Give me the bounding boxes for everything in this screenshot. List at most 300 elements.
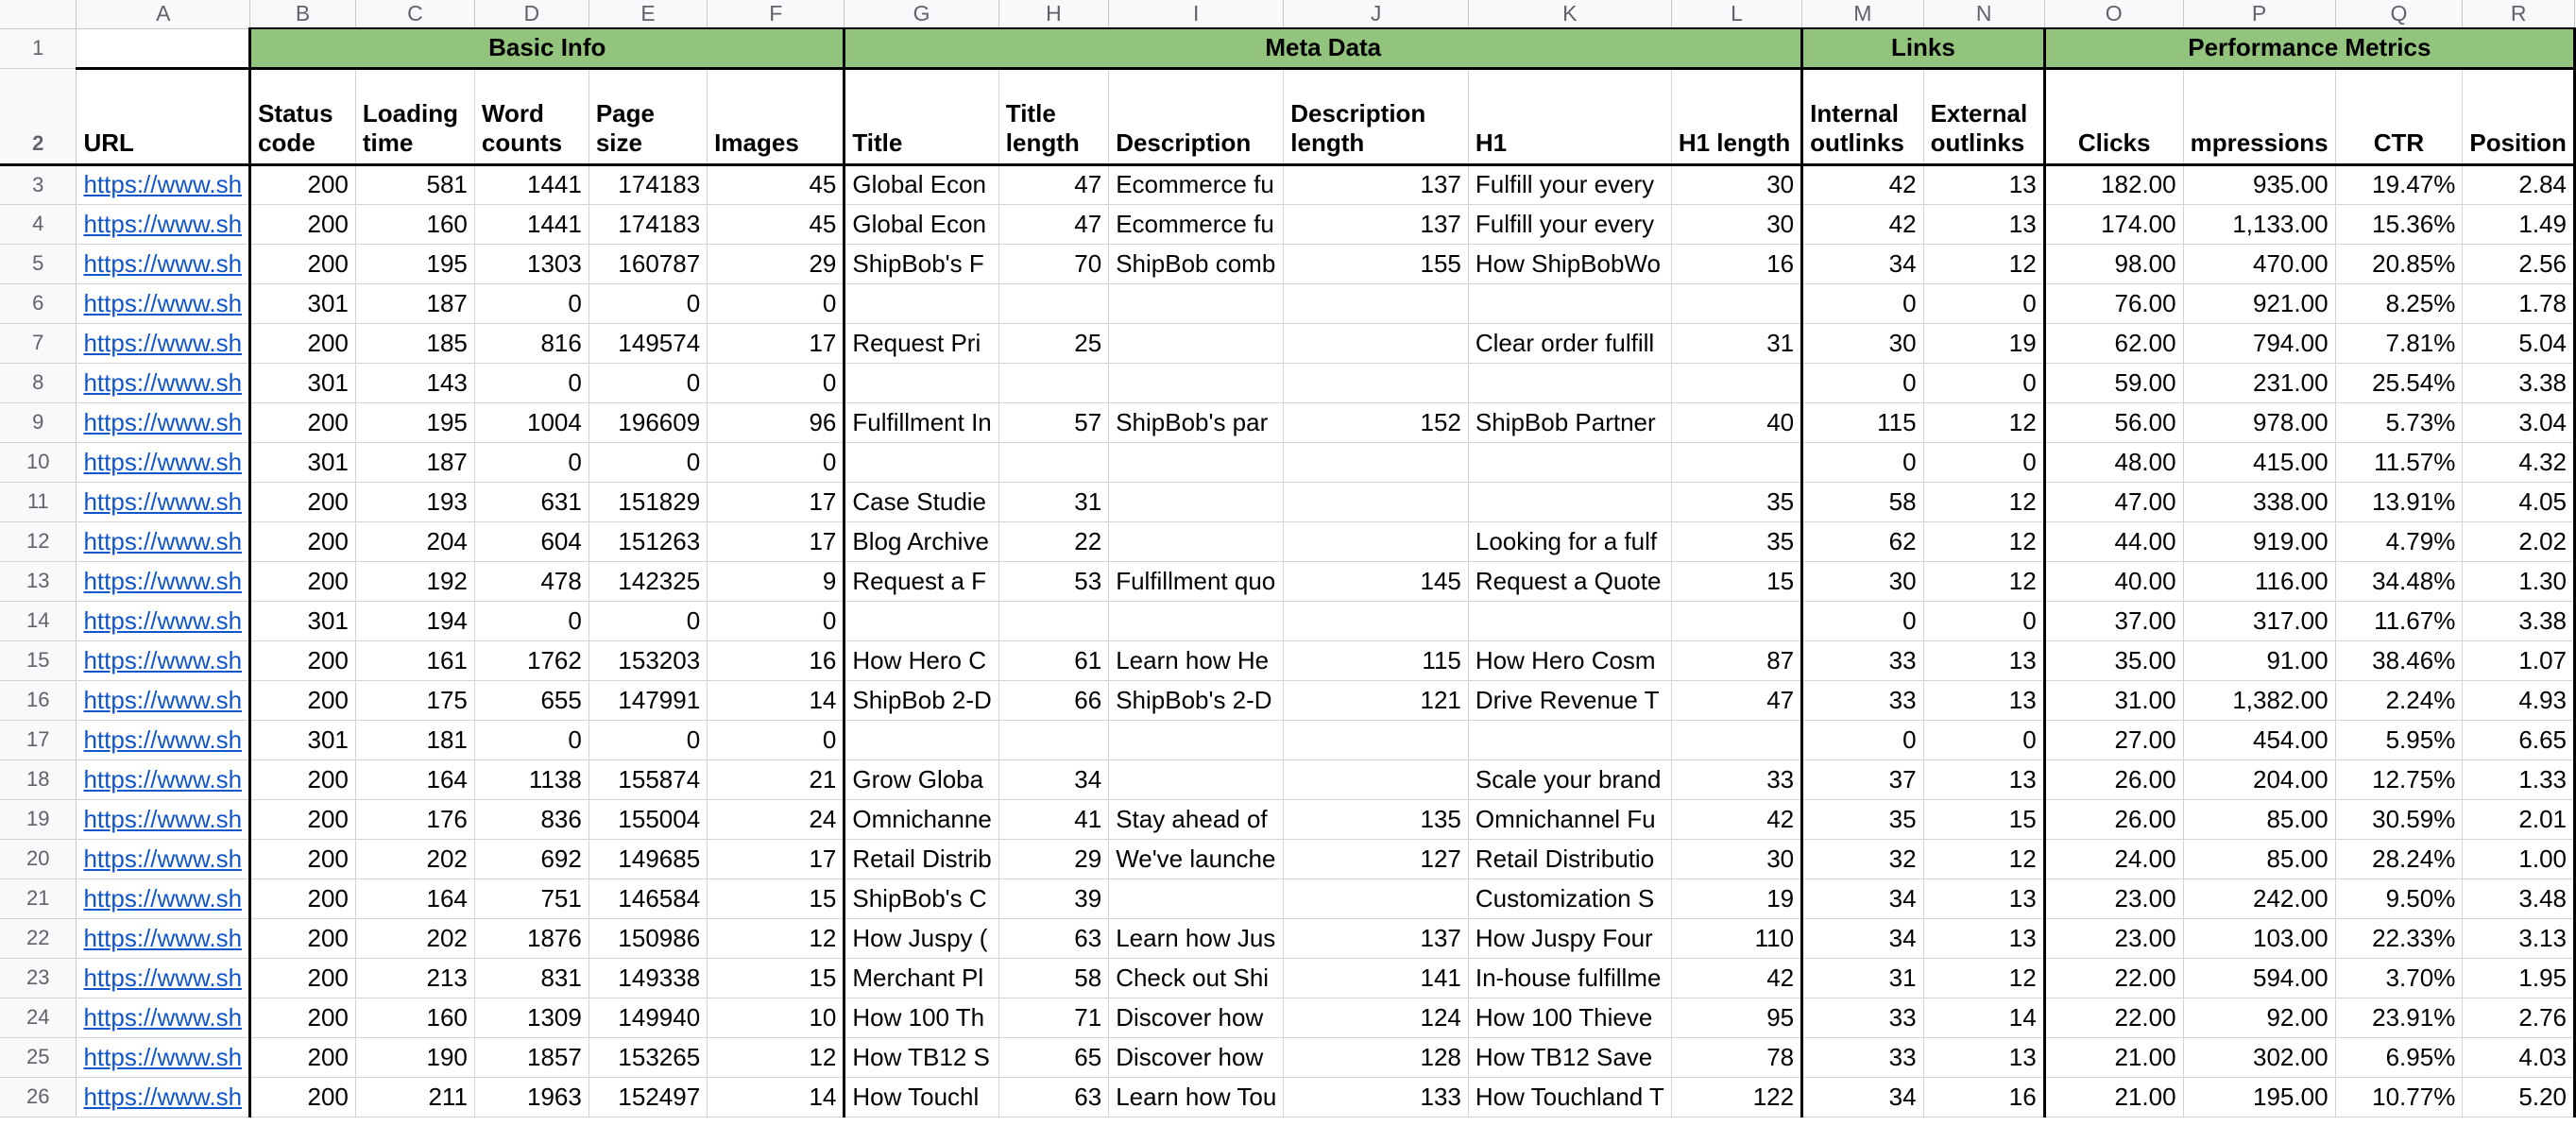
row-number[interactable]: 22 — [0, 918, 77, 958]
data-cell[interactable]: 155874 — [589, 759, 707, 799]
data-cell[interactable]: 116.00 — [2183, 561, 2335, 601]
data-cell[interactable]: 0 — [708, 442, 844, 482]
data-cell[interactable]: How TB12 S — [844, 1037, 998, 1077]
header-cell[interactable]: Status code — [250, 68, 356, 164]
data-cell[interactable]: 5.73% — [2335, 402, 2463, 442]
data-cell[interactable]: 1.00 — [2463, 839, 2575, 879]
header-cell[interactable]: H1 — [1468, 68, 1671, 164]
data-cell[interactable]: 200 — [250, 561, 356, 601]
data-cell[interactable]: 34 — [1802, 918, 1923, 958]
data-cell[interactable]: 301 — [250, 720, 356, 759]
data-cell[interactable]: 22.00 — [2044, 958, 2183, 998]
data-cell[interactable]: 21.00 — [2044, 1037, 2183, 1077]
data-cell[interactable]: 41 — [998, 799, 1108, 839]
column-header-k[interactable]: K — [1468, 0, 1671, 28]
data-cell[interactable]: 200 — [250, 204, 356, 244]
data-cell[interactable]: 147991 — [589, 680, 707, 720]
data-cell[interactable]: 45 — [708, 164, 844, 204]
url-link[interactable]: https://www.sh — [77, 204, 250, 244]
data-cell[interactable]: 302.00 — [2183, 1037, 2335, 1077]
data-cell[interactable]: 470.00 — [2183, 244, 2335, 283]
data-cell[interactable]: How Juspy ( — [844, 918, 998, 958]
data-cell[interactable]: How TB12 Save — [1468, 1037, 1671, 1077]
data-cell[interactable]: 1.33 — [2463, 759, 2575, 799]
data-cell[interactable]: 160787 — [589, 244, 707, 283]
data-cell[interactable]: 6.95% — [2335, 1037, 2463, 1077]
data-cell[interactable] — [1671, 720, 1801, 759]
data-cell[interactable] — [1284, 363, 1469, 402]
column-header-a[interactable]: A — [77, 0, 250, 28]
data-cell[interactable]: 127 — [1284, 839, 1469, 879]
row-number[interactable]: 25 — [0, 1037, 77, 1077]
row-number[interactable]: 4 — [0, 204, 77, 244]
data-cell[interactable]: 195.00 — [2183, 1077, 2335, 1117]
url-link[interactable]: https://www.sh — [77, 323, 250, 363]
data-cell[interactable]: 31 — [1802, 958, 1923, 998]
group-header-blank[interactable] — [77, 28, 250, 68]
data-cell[interactable]: 143 — [355, 363, 474, 402]
data-cell[interactable]: 0 — [708, 601, 844, 640]
data-cell[interactable]: 1441 — [474, 164, 589, 204]
data-cell[interactable] — [1468, 720, 1671, 759]
column-header-l[interactable]: L — [1671, 0, 1801, 28]
data-cell[interactable]: 604 — [474, 521, 589, 561]
data-cell[interactable] — [1284, 601, 1469, 640]
group-header-links[interactable]: Links — [1802, 28, 2045, 68]
row-number[interactable]: 12 — [0, 521, 77, 561]
data-cell[interactable]: 200 — [250, 839, 356, 879]
url-link[interactable]: https://www.sh — [77, 402, 250, 442]
data-cell[interactable]: 53 — [998, 561, 1108, 601]
data-cell[interactable]: 35 — [1671, 482, 1801, 521]
data-cell[interactable]: 13 — [1923, 204, 2044, 244]
row-number[interactable]: 20 — [0, 839, 77, 879]
data-cell[interactable]: 1762 — [474, 640, 589, 680]
data-cell[interactable]: 87 — [1671, 640, 1801, 680]
url-link[interactable]: https://www.sh — [77, 918, 250, 958]
data-cell[interactable]: 204.00 — [2183, 759, 2335, 799]
data-cell[interactable]: 2.01 — [2463, 799, 2575, 839]
data-cell[interactable]: Looking for a fulf — [1468, 521, 1671, 561]
data-cell[interactable]: How 100 Th — [844, 998, 998, 1037]
data-cell[interactable]: 0 — [1923, 720, 2044, 759]
data-cell[interactable]: 200 — [250, 799, 356, 839]
data-cell[interactable] — [1109, 482, 1284, 521]
data-cell[interactable]: 12 — [1923, 521, 2044, 561]
data-cell[interactable]: 1309 — [474, 998, 589, 1037]
data-cell[interactable]: 794.00 — [2183, 323, 2335, 363]
url-link[interactable]: https://www.sh — [77, 363, 250, 402]
data-cell[interactable]: 124 — [1284, 998, 1469, 1037]
data-cell[interactable]: 85.00 — [2183, 839, 2335, 879]
data-cell[interactable]: 98.00 — [2044, 244, 2183, 283]
data-cell[interactable]: 115 — [1802, 402, 1923, 442]
header-cell[interactable]: Description length — [1284, 68, 1469, 164]
data-cell[interactable] — [844, 720, 998, 759]
data-cell[interactable]: 33 — [1802, 640, 1923, 680]
data-cell[interactable]: 30 — [1802, 561, 1923, 601]
url-link[interactable]: https://www.sh — [77, 521, 250, 561]
data-cell[interactable]: 161 — [355, 640, 474, 680]
row-number[interactable]: 19 — [0, 799, 77, 839]
row-number[interactable]: 9 — [0, 402, 77, 442]
data-cell[interactable]: 3.13 — [2463, 918, 2575, 958]
data-cell[interactable]: 301 — [250, 363, 356, 402]
data-cell[interactable]: 581 — [355, 164, 474, 204]
data-cell[interactable]: 40.00 — [2044, 561, 2183, 601]
data-cell[interactable]: 338.00 — [2183, 482, 2335, 521]
data-cell[interactable]: 195 — [355, 402, 474, 442]
data-cell[interactable]: 71 — [998, 998, 1108, 1037]
data-cell[interactable]: 200 — [250, 879, 356, 918]
data-cell[interactable]: 58 — [1802, 482, 1923, 521]
data-cell[interactable]: 3.38 — [2463, 363, 2575, 402]
data-cell[interactable]: 174183 — [589, 164, 707, 204]
data-cell[interactable]: ShipBob Partner — [1468, 402, 1671, 442]
row-number[interactable]: 2 — [0, 68, 77, 164]
data-cell[interactable]: 182.00 — [2044, 164, 2183, 204]
data-cell[interactable] — [844, 363, 998, 402]
data-cell[interactable]: 20.85% — [2335, 244, 2463, 283]
data-cell[interactable]: 38.46% — [2335, 640, 2463, 680]
data-cell[interactable]: 10.77% — [2335, 1077, 2463, 1117]
data-cell[interactable]: 0 — [1802, 363, 1923, 402]
data-cell[interactable]: 164 — [355, 879, 474, 918]
data-cell[interactable]: 3.48 — [2463, 879, 2575, 918]
data-cell[interactable]: 200 — [250, 1077, 356, 1117]
data-cell[interactable]: 1.95 — [2463, 958, 2575, 998]
data-cell[interactable]: 13.91% — [2335, 482, 2463, 521]
data-cell[interactable]: 2.56 — [2463, 244, 2575, 283]
data-cell[interactable]: Fulfill your every — [1468, 164, 1671, 204]
row-number[interactable]: 23 — [0, 958, 77, 998]
data-cell[interactable]: 141 — [1284, 958, 1469, 998]
data-cell[interactable]: 137 — [1284, 918, 1469, 958]
data-cell[interactable]: 5.95% — [2335, 720, 2463, 759]
data-cell[interactable]: 137 — [1284, 204, 1469, 244]
data-cell[interactable]: 692 — [474, 839, 589, 879]
data-cell[interactable]: 13 — [1923, 680, 2044, 720]
data-cell[interactable]: 31 — [1671, 323, 1801, 363]
data-cell[interactable]: 24.00 — [2044, 839, 2183, 879]
data-cell[interactable]: 133 — [1284, 1077, 1469, 1117]
data-cell[interactable]: Fulfillment In — [844, 402, 998, 442]
data-cell[interactable] — [1109, 879, 1284, 918]
data-cell[interactable]: 152497 — [589, 1077, 707, 1117]
header-cell[interactable]: Page size — [589, 68, 707, 164]
data-cell[interactable]: 30 — [1671, 204, 1801, 244]
data-cell[interactable]: 160 — [355, 204, 474, 244]
data-cell[interactable] — [1468, 601, 1671, 640]
data-cell[interactable]: Clear order fulfill — [1468, 323, 1671, 363]
data-cell[interactable]: 15 — [1671, 561, 1801, 601]
data-cell[interactable]: 62.00 — [2044, 323, 2183, 363]
data-cell[interactable]: 17 — [708, 323, 844, 363]
data-cell[interactable]: 26.00 — [2044, 799, 2183, 839]
data-cell[interactable]: How ShipBobWo — [1468, 244, 1671, 283]
url-link[interactable]: https://www.sh — [77, 839, 250, 879]
header-cell[interactable]: URL — [77, 68, 250, 164]
data-cell[interactable] — [998, 442, 1108, 482]
data-cell[interactable]: Learn how He — [1109, 640, 1284, 680]
data-cell[interactable]: 47 — [998, 164, 1108, 204]
data-cell[interactable]: 26.00 — [2044, 759, 2183, 799]
data-cell[interactable]: 62 — [1802, 521, 1923, 561]
data-cell[interactable]: 0 — [1802, 442, 1923, 482]
data-cell[interactable] — [1109, 323, 1284, 363]
header-cell[interactable]: Title — [844, 68, 998, 164]
data-cell[interactable]: 153203 — [589, 640, 707, 680]
data-cell[interactable]: 28.24% — [2335, 839, 2463, 879]
data-cell[interactable]: 1.78 — [2463, 283, 2575, 323]
data-cell[interactable]: 1303 — [474, 244, 589, 283]
data-cell[interactable]: 14 — [708, 680, 844, 720]
data-cell[interactable]: 8.25% — [2335, 283, 2463, 323]
data-cell[interactable]: 1138 — [474, 759, 589, 799]
data-cell[interactable]: 1,382.00 — [2183, 680, 2335, 720]
data-cell[interactable]: ShipBob's 2-D — [1109, 680, 1284, 720]
header-cell[interactable]: Loading time — [355, 68, 474, 164]
data-cell[interactable]: 16 — [1671, 244, 1801, 283]
data-cell[interactable]: 202 — [355, 839, 474, 879]
row-number[interactable]: 15 — [0, 640, 77, 680]
data-cell[interactable]: In-house fulfillme — [1468, 958, 1671, 998]
data-cell[interactable]: 23.00 — [2044, 918, 2183, 958]
data-cell[interactable]: 15.36% — [2335, 204, 2463, 244]
data-cell[interactable]: 631 — [474, 482, 589, 521]
data-cell[interactable]: 47.00 — [2044, 482, 2183, 521]
data-cell[interactable]: 149338 — [589, 958, 707, 998]
data-cell[interactable]: 0 — [1923, 283, 2044, 323]
row-number[interactable]: 5 — [0, 244, 77, 283]
data-cell[interactable] — [844, 442, 998, 482]
data-cell[interactable]: 1,133.00 — [2183, 204, 2335, 244]
column-header-i[interactable]: I — [1109, 0, 1284, 28]
data-cell[interactable]: 33 — [1802, 998, 1923, 1037]
data-cell[interactable]: 59.00 — [2044, 363, 2183, 402]
data-cell[interactable] — [1109, 601, 1284, 640]
data-cell[interactable]: 1.07 — [2463, 640, 2575, 680]
data-cell[interactable]: 187 — [355, 283, 474, 323]
data-cell[interactable]: 37.00 — [2044, 601, 2183, 640]
data-cell[interactable]: 27.00 — [2044, 720, 2183, 759]
header-cell[interactable]: Position — [2463, 68, 2575, 164]
data-cell[interactable]: 0 — [1923, 442, 2044, 482]
data-cell[interactable]: ShipBob's par — [1109, 402, 1284, 442]
data-cell[interactable]: 11.67% — [2335, 601, 2463, 640]
data-cell[interactable]: 47 — [998, 204, 1108, 244]
data-cell[interactable]: 31.00 — [2044, 680, 2183, 720]
data-cell[interactable]: 103.00 — [2183, 918, 2335, 958]
data-cell[interactable] — [1109, 283, 1284, 323]
row-number[interactable]: 8 — [0, 363, 77, 402]
url-link[interactable]: https://www.sh — [77, 799, 250, 839]
data-cell[interactable]: 0 — [708, 363, 844, 402]
data-cell[interactable]: How Touchland T — [1468, 1077, 1671, 1117]
data-cell[interactable]: 12 — [1923, 244, 2044, 283]
url-link[interactable]: https://www.sh — [77, 1037, 250, 1077]
data-cell[interactable]: ShipBob's C — [844, 879, 998, 918]
data-cell[interactable]: 4.93 — [2463, 680, 2575, 720]
data-cell[interactable]: 40 — [1671, 402, 1801, 442]
header-cell[interactable]: External outlinks — [1923, 68, 2044, 164]
data-cell[interactable]: 42 — [1671, 799, 1801, 839]
data-cell[interactable]: 185 — [355, 323, 474, 363]
data-cell[interactable]: 0 — [1923, 601, 2044, 640]
data-cell[interactable]: 15 — [708, 958, 844, 998]
header-cell[interactable]: Description — [1109, 68, 1284, 164]
data-cell[interactable]: How Hero C — [844, 640, 998, 680]
data-cell[interactable]: Fulfillment quo — [1109, 561, 1284, 601]
column-header-j[interactable]: J — [1284, 0, 1469, 28]
data-cell[interactable]: 33 — [1802, 680, 1923, 720]
data-cell[interactable]: 150986 — [589, 918, 707, 958]
data-cell[interactable]: 39 — [998, 879, 1108, 918]
data-cell[interactable]: 200 — [250, 680, 356, 720]
data-cell[interactable]: 66 — [998, 680, 1108, 720]
data-cell[interactable]: 152 — [1284, 402, 1469, 442]
data-cell[interactable]: 213 — [355, 958, 474, 998]
url-link[interactable]: https://www.sh — [77, 442, 250, 482]
data-cell[interactable]: 30.59% — [2335, 799, 2463, 839]
data-cell[interactable]: How Hero Cosm — [1468, 640, 1671, 680]
data-cell[interactable]: 12 — [708, 918, 844, 958]
data-cell[interactable]: Check out Shi — [1109, 958, 1284, 998]
data-cell[interactable]: 478 — [474, 561, 589, 601]
data-cell[interactable]: 56.00 — [2044, 402, 2183, 442]
data-cell[interactable]: 231.00 — [2183, 363, 2335, 402]
data-cell[interactable]: Discover how — [1109, 998, 1284, 1037]
data-cell[interactable]: 1857 — [474, 1037, 589, 1077]
data-cell[interactable]: 19 — [1923, 323, 2044, 363]
data-cell[interactable]: 12 — [1923, 482, 2044, 521]
data-cell[interactable]: 454.00 — [2183, 720, 2335, 759]
data-cell[interactable]: Stay ahead of — [1109, 799, 1284, 839]
data-cell[interactable]: 1876 — [474, 918, 589, 958]
data-cell[interactable]: 200 — [250, 482, 356, 521]
data-cell[interactable]: 48.00 — [2044, 442, 2183, 482]
data-cell[interactable] — [1284, 323, 1469, 363]
row-number[interactable]: 14 — [0, 601, 77, 640]
data-cell[interactable]: How 100 Thieve — [1468, 998, 1671, 1037]
data-cell[interactable]: Retail Distrib — [844, 839, 998, 879]
row-number[interactable]: 16 — [0, 680, 77, 720]
data-cell[interactable] — [1284, 442, 1469, 482]
data-cell[interactable]: 146584 — [589, 879, 707, 918]
url-link[interactable]: https://www.sh — [77, 680, 250, 720]
data-cell[interactable]: 193 — [355, 482, 474, 521]
data-cell[interactable]: 1441 — [474, 204, 589, 244]
data-cell[interactable]: 0 — [1923, 363, 2044, 402]
data-cell[interactable]: 137 — [1284, 164, 1469, 204]
data-cell[interactable]: ShipBob comb — [1109, 244, 1284, 283]
data-cell[interactable]: 4.79% — [2335, 521, 2463, 561]
data-cell[interactable] — [1284, 720, 1469, 759]
data-cell[interactable]: 34 — [1802, 879, 1923, 918]
data-cell[interactable]: 13 — [1923, 879, 2044, 918]
data-cell[interactable]: 175 — [355, 680, 474, 720]
data-cell[interactable]: 15 — [1923, 799, 2044, 839]
data-cell[interactable]: 21.00 — [2044, 1077, 2183, 1117]
data-cell[interactable]: 149574 — [589, 323, 707, 363]
data-cell[interactable]: ShipBob 2-D — [844, 680, 998, 720]
data-cell[interactable]: 95 — [1671, 998, 1801, 1037]
data-cell[interactable]: 22 — [998, 521, 1108, 561]
data-cell[interactable]: Omnichannel Fu — [1468, 799, 1671, 839]
data-cell[interactable]: 17 — [708, 521, 844, 561]
url-link[interactable]: https://www.sh — [77, 283, 250, 323]
data-cell[interactable]: Merchant Pl — [844, 958, 998, 998]
data-cell[interactable]: Request a Quote — [1468, 561, 1671, 601]
data-cell[interactable]: 110 — [1671, 918, 1801, 958]
header-cell[interactable]: Title length — [998, 68, 1108, 164]
data-cell[interactable]: Global Econ — [844, 164, 998, 204]
data-cell[interactable] — [998, 363, 1108, 402]
data-cell[interactable]: 200 — [250, 640, 356, 680]
data-cell[interactable]: 76.00 — [2044, 283, 2183, 323]
data-cell[interactable]: 122 — [1671, 1077, 1801, 1117]
data-cell[interactable]: Customization S — [1468, 879, 1671, 918]
data-cell[interactable]: 5.20 — [2463, 1077, 2575, 1117]
data-cell[interactable]: 13 — [1923, 759, 2044, 799]
row-number[interactable]: 26 — [0, 1077, 77, 1117]
data-cell[interactable]: 92.00 — [2183, 998, 2335, 1037]
url-link[interactable]: https://www.sh — [77, 998, 250, 1037]
data-cell[interactable]: 34.48% — [2335, 561, 2463, 601]
data-cell[interactable]: 317.00 — [2183, 601, 2335, 640]
data-cell[interactable]: 4.32 — [2463, 442, 2575, 482]
data-cell[interactable]: Drive Revenue T — [1468, 680, 1671, 720]
row-number[interactable]: 7 — [0, 323, 77, 363]
data-cell[interactable] — [1109, 521, 1284, 561]
data-cell[interactable]: 655 — [474, 680, 589, 720]
data-cell[interactable]: 9.50% — [2335, 879, 2463, 918]
data-cell[interactable]: 0 — [474, 601, 589, 640]
data-cell[interactable]: 0 — [474, 363, 589, 402]
url-link[interactable]: https://www.sh — [77, 640, 250, 680]
header-cell[interactable]: Internal outlinks — [1802, 68, 1923, 164]
data-cell[interactable] — [1109, 442, 1284, 482]
data-cell[interactable] — [1671, 283, 1801, 323]
data-cell[interactable]: 1963 — [474, 1077, 589, 1117]
data-cell[interactable]: 15 — [708, 879, 844, 918]
header-cell[interactable]: Clicks — [2044, 68, 2183, 164]
data-cell[interactable]: 42 — [1802, 164, 1923, 204]
data-cell[interactable]: 33 — [1671, 759, 1801, 799]
data-cell[interactable]: 836 — [474, 799, 589, 839]
data-cell[interactable]: 194 — [355, 601, 474, 640]
row-number[interactable]: 17 — [0, 720, 77, 759]
data-cell[interactable]: 4.05 — [2463, 482, 2575, 521]
group-header-meta-data[interactable]: Meta Data — [844, 28, 1802, 68]
data-cell[interactable]: 63 — [998, 918, 1108, 958]
data-cell[interactable]: 13 — [1923, 918, 2044, 958]
data-cell[interactable]: 0 — [589, 283, 707, 323]
group-header-basic-info[interactable]: Basic Info — [250, 28, 844, 68]
select-all-corner[interactable] — [0, 0, 77, 28]
data-cell[interactable]: Ecommerce fu — [1109, 164, 1284, 204]
data-cell[interactable]: 0 — [589, 363, 707, 402]
url-link[interactable]: https://www.sh — [77, 561, 250, 601]
data-cell[interactable]: 29 — [708, 244, 844, 283]
data-cell[interactable]: Retail Distributio — [1468, 839, 1671, 879]
data-cell[interactable]: 142325 — [589, 561, 707, 601]
column-header-m[interactable]: M — [1802, 0, 1923, 28]
data-cell[interactable]: 6.65 — [2463, 720, 2575, 759]
data-cell[interactable]: 2.02 — [2463, 521, 2575, 561]
data-cell[interactable]: 128 — [1284, 1037, 1469, 1077]
header-cell[interactable]: Word counts — [474, 68, 589, 164]
